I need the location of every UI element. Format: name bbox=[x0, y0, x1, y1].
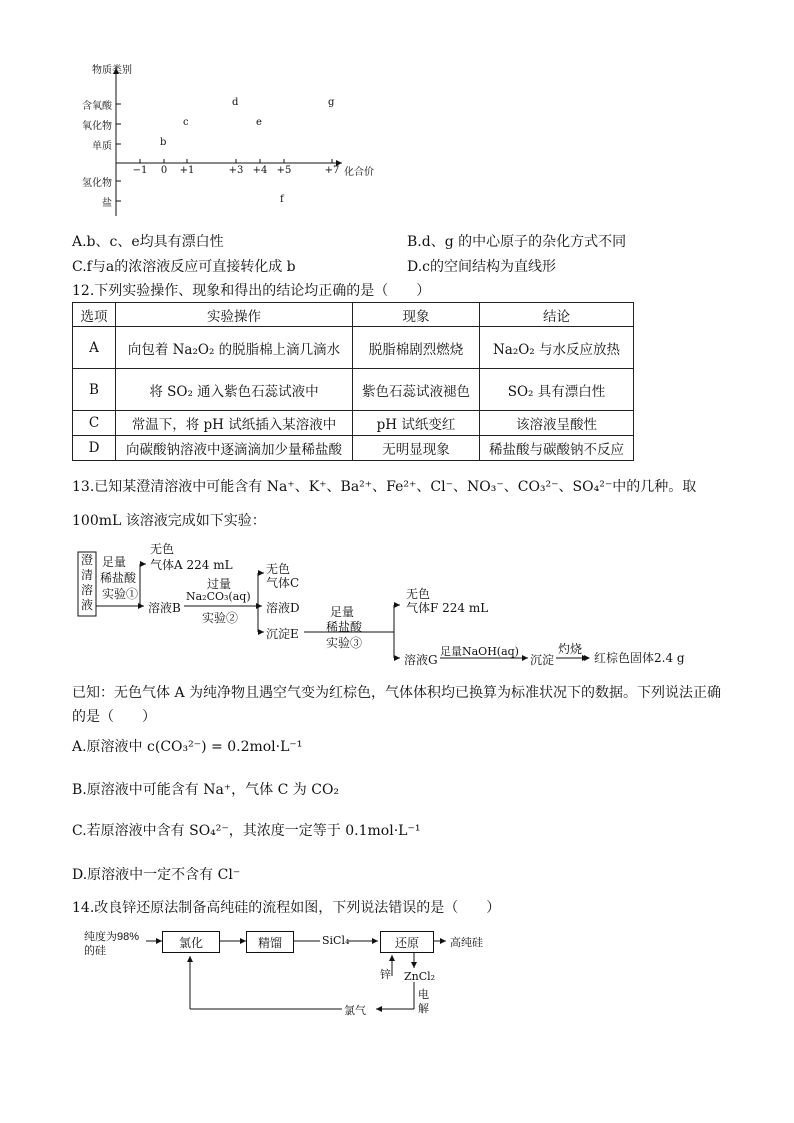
flow-reagent1b: 稀盐酸 bbox=[100, 571, 137, 585]
table-cell: 无明显现象 bbox=[353, 436, 480, 461]
flow-exp1: 实验① bbox=[102, 587, 139, 601]
flow-solD: 溶液D bbox=[266, 601, 300, 615]
q13-option-c: C.若原溶液中含有 SO₄²⁻，其浓度一定等于 0.1mol·L⁻¹ bbox=[72, 823, 421, 839]
q14-sicl4: SiCl₄ bbox=[322, 934, 350, 947]
flow-heat: 灼烧 bbox=[558, 642, 583, 656]
flow-gasA2: 气体A 224 mL bbox=[150, 558, 233, 572]
flow-solB: 溶液B bbox=[148, 601, 181, 615]
table-cell: 脱脂棉剧烈燃烧 bbox=[353, 327, 480, 369]
point-label-g: g bbox=[328, 97, 335, 108]
flow-start: 澄清溶液 bbox=[80, 553, 93, 612]
table-header: 选项 bbox=[73, 303, 116, 327]
q13-option-d: D.原溶液中一定不含有 Cl⁻ bbox=[72, 867, 241, 883]
q14-input-line2: 的硅 bbox=[84, 945, 106, 957]
table-cell: 紫色石蕊试液褪色 bbox=[353, 369, 480, 411]
x-tick-label: 0 bbox=[160, 165, 168, 176]
flow-reagent2b: Na₂CO₃(aq) bbox=[186, 590, 251, 603]
q14-box-distillation bbox=[246, 931, 294, 953]
x-tick-label: −1 bbox=[132, 165, 148, 176]
y-category-label: 含氧酸 bbox=[82, 101, 112, 112]
q12-table bbox=[72, 302, 634, 461]
q14-elec-1: 电 bbox=[418, 988, 429, 1001]
q14-zncl2: ZnCl₂ bbox=[404, 970, 436, 983]
y-category-label: 氧化物 bbox=[82, 121, 112, 132]
table-cell: 向碳酸钠溶液中逐滴滴加少量稀盐酸 bbox=[116, 436, 353, 461]
table-cell: D bbox=[73, 436, 116, 461]
table-cell: pH 试纸变红 bbox=[353, 411, 480, 436]
flow-reagent1a: 足量 bbox=[102, 555, 127, 569]
y-category-label: 盐 bbox=[102, 198, 112, 209]
valence-category-figure bbox=[70, 56, 390, 226]
q14-box-reduction-label: 还原 bbox=[394, 935, 419, 950]
table-header: 现象 bbox=[353, 303, 480, 327]
flow-exp2: 实验② bbox=[202, 611, 239, 625]
table-cell: 将 SO₂ 通入紫色石蕊试液中 bbox=[116, 369, 353, 411]
flow-reagent4: 足量NaOH(aq) bbox=[440, 645, 519, 658]
flow-gasC1: 无色 bbox=[266, 562, 291, 576]
flow-reagent3b: 稀盐酸 bbox=[326, 620, 363, 634]
q14-output: 高纯硅 bbox=[450, 936, 483, 949]
table-cell: A bbox=[73, 327, 116, 369]
table-header: 结论 bbox=[480, 303, 634, 327]
q13-note-line2: 的是（ ） bbox=[72, 709, 156, 725]
flow-heat-arrow bbox=[556, 648, 592, 662]
x-tick-label: +4 bbox=[252, 165, 268, 176]
table-cell: 常温下，将 pH 试纸插入某溶液中 bbox=[116, 411, 353, 436]
q14-stem: 14.改良锌还原法制备高纯硅的流程如图，下列说法错误的是（ ） bbox=[72, 900, 501, 916]
flow-start-box bbox=[80, 553, 94, 613]
q11-option-d: D.c的空间结构为直线形 bbox=[407, 259, 557, 275]
q13-stem-line1: 13.已知某澄清溶液中可能含有 Na⁺、K⁺、Ba²⁺、Fe²⁺、Cl⁻、NO₃⁻、CO₃²⁻、SO₄²⁻中的几种。取 bbox=[72, 479, 697, 495]
table-cell: B bbox=[73, 369, 116, 411]
point-label-b: b bbox=[160, 137, 167, 148]
point-label-e: e bbox=[256, 117, 262, 128]
q14-box-distillation-label: 精馏 bbox=[257, 935, 282, 950]
q14-zinc: 锌 bbox=[380, 968, 391, 981]
y-axis-label: 物质类别 bbox=[92, 65, 132, 76]
y-category-label: 单质 bbox=[92, 141, 112, 152]
flow-reagent2a: 过量 bbox=[207, 577, 232, 591]
y-category-label: 氢化物 bbox=[82, 178, 112, 189]
table-cell: 该溶液呈酸性 bbox=[480, 411, 634, 436]
table-cell: Na₂O₂ 与水反应放热 bbox=[480, 327, 634, 369]
q14-box-chlorination-label: 氯化 bbox=[178, 935, 203, 950]
x-tick-label: +3 bbox=[228, 165, 244, 176]
x-tick-label: +1 bbox=[179, 165, 195, 176]
x-tick-label: +5 bbox=[276, 165, 292, 176]
q11-option-a: A.b、c、e均具有漂白性 bbox=[72, 234, 224, 250]
point-label-c: c bbox=[183, 117, 189, 128]
point-label-d: d bbox=[232, 97, 239, 108]
flow-gasA1: 无色 bbox=[150, 542, 175, 556]
point-label-f: f bbox=[280, 194, 284, 205]
table-cell: 向包着 Na₂O₂ 的脱脂棉上滴几滴水 bbox=[116, 327, 353, 369]
flow-gasC2: 气体C bbox=[266, 576, 300, 590]
table-cell: SO₂ 具有漂白性 bbox=[480, 369, 634, 411]
flow-final: 红棕色固体2.4 g bbox=[594, 651, 685, 665]
flow-reagent3a: 足量 bbox=[330, 605, 355, 619]
flow-exp3: 实验③ bbox=[326, 636, 363, 650]
table-header: 实验操作 bbox=[116, 303, 353, 327]
table-cell: 稀盐酸与碳酸钠不反应 bbox=[480, 436, 634, 461]
flow-gasF1: 无色 bbox=[406, 587, 431, 601]
table-cell: C bbox=[73, 411, 116, 436]
q14-box-reduction bbox=[380, 931, 434, 953]
q13-option-a: A.原溶液中 c(CO₃²⁻) = 0.2mol·L⁻¹ bbox=[72, 739, 303, 755]
q12-stem: 12.下列实验操作、现象和得出的结论均正确的是（ ） bbox=[72, 283, 431, 299]
flow-ppt: 沉淀 bbox=[530, 653, 555, 667]
q13-stem-line2: 100mL 该溶液完成如下实验： bbox=[72, 513, 266, 529]
q14-box-chlorination bbox=[162, 931, 220, 953]
q11-option-c: C.f与a的浓溶液反应可直接转化成 b bbox=[72, 259, 296, 275]
x-tick-label: +7 bbox=[324, 165, 340, 176]
q13-option-b: B.原溶液中可能含有 Na⁺，气体 C 为 CO₂ bbox=[72, 782, 340, 798]
q13-note-line1: 已知：无色气体 A 为纯净物且遇空气变为红棕色，气体体积均已换算为标准状况下的数据。下列说法正确 bbox=[72, 685, 722, 701]
q14-input-line1: 纯度为98% bbox=[84, 931, 140, 943]
flow-pptE: 沉淀E bbox=[266, 627, 299, 641]
flow-gasF2: 气体F 224 mL bbox=[406, 601, 489, 615]
q14-elec-2: 解 bbox=[418, 1002, 429, 1015]
x-axis-label: 化合价 bbox=[344, 167, 374, 178]
figure-svg bbox=[70, 56, 390, 226]
q11-option-b: B.d、g 的中心原子的杂化方式不同 bbox=[407, 234, 627, 250]
q14-chlorine: 氯气 bbox=[344, 1004, 366, 1017]
flow-solG: 溶液G bbox=[404, 653, 438, 667]
